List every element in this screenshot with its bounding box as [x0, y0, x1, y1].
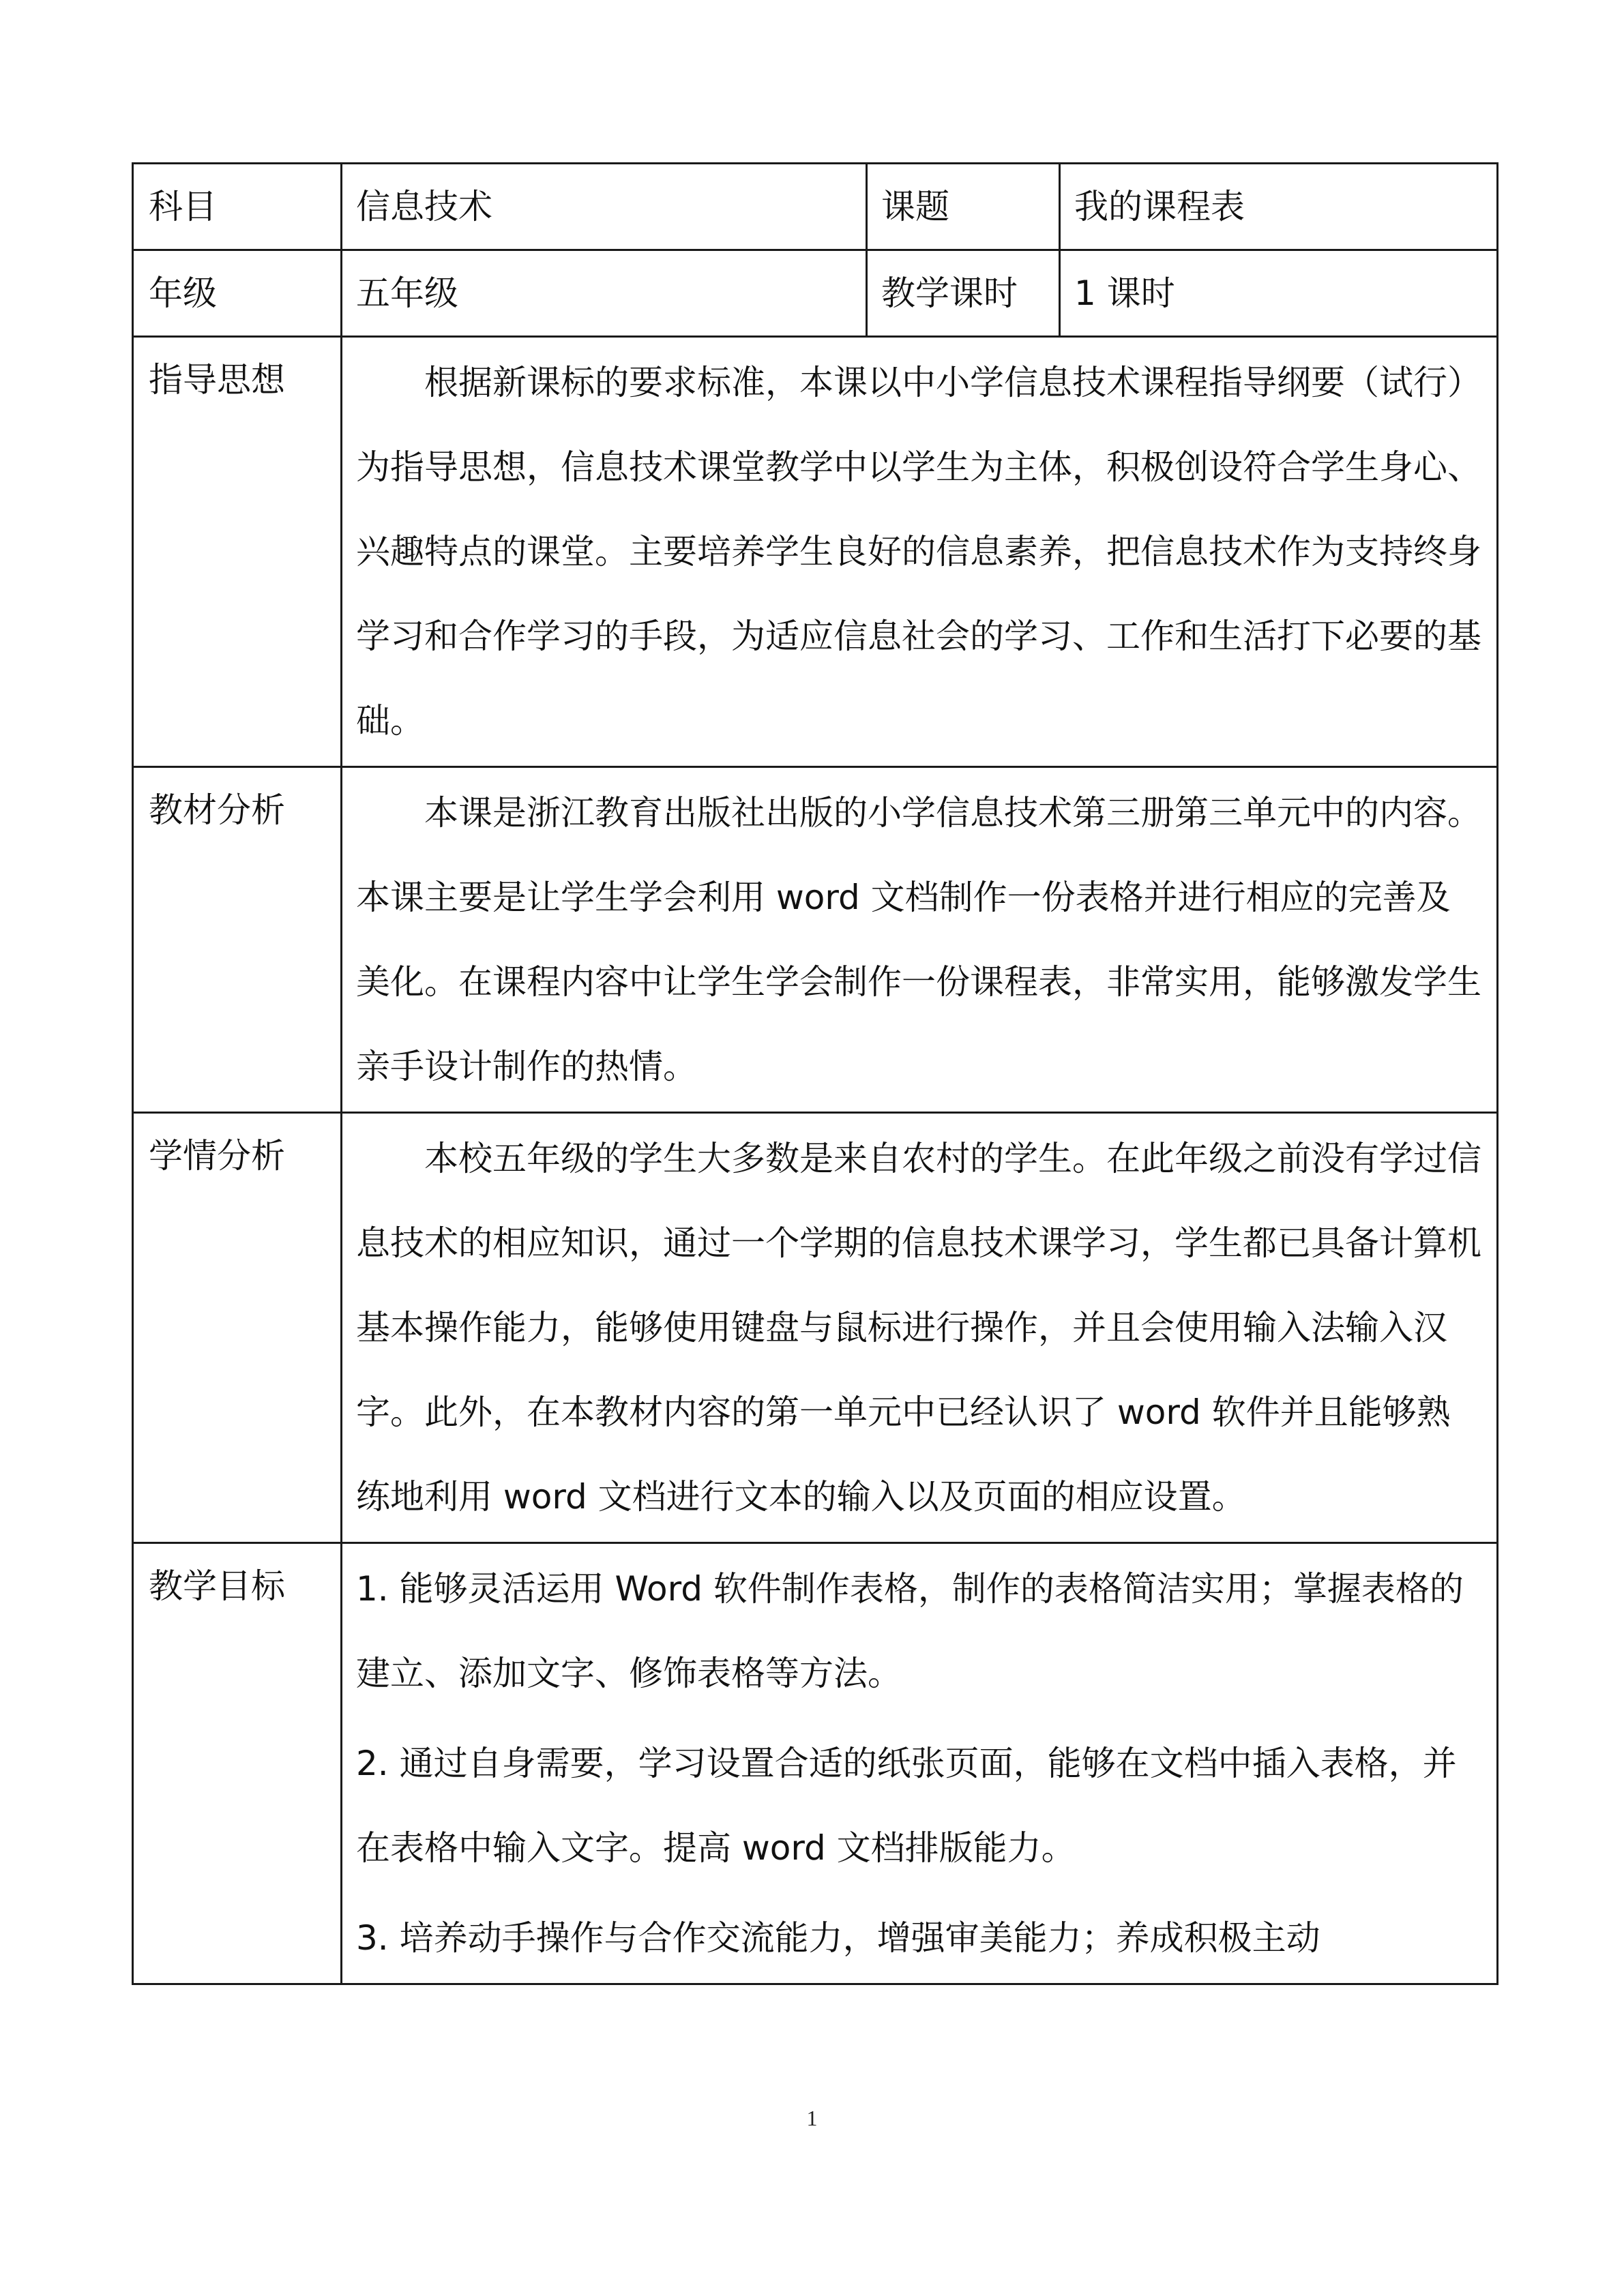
- teaching-goals-label: 教学目标: [133, 1543, 342, 1984]
- material-analysis-text: 本课是浙江教育出版社出版的小学信息技术第三册第三单元中的内容。本课主要是让学生学会利用 word 文档制作一份表格并进行相应的完善及美化。在课程内容中让学生学会制作一份课程表，非常实用，能够激发学生亲手设计制作的热情。: [356, 793, 1481, 1086]
- student-analysis-text: 本校五年级的学生大多数是来自农村的学生。在此年级之前没有学过信息技术的相应知识，通过一个学期的信息技术课学习，学生都已具备计算机基本操作能力，能够使用键盘与鼠标进行操作，并且会使用输入法输入汉字。此外，在本教材内容的第一单元中已经认识了 word 软件并且能够熟练地利用 word 文档进行文本的输入以及页面的相应设置。: [356, 1139, 1481, 1517]
- guiding-thought-label: 指导思想: [133, 337, 342, 767]
- student-analysis-label: 学情分析: [133, 1113, 342, 1543]
- page-number: 1: [806, 2106, 818, 2130]
- teaching-goal-item: 2. 通过自身需要，学习设置合适的纸张页面，能够在文档中插入表格，并在表格中输入文字。提高 word 文档排版能力。: [356, 1744, 1457, 1868]
- subject-value: 信息技术: [342, 164, 867, 250]
- teaching-goal-item: 1. 能够灵活运用 Word 软件制作表格，制作的表格简洁实用；掌握表格的建立、添加文字、修饰表格等方法。: [356, 1569, 1464, 1693]
- grade-label: 年级: [133, 250, 342, 337]
- teaching-goals-cell: [342, 1543, 1498, 1984]
- topic-label: 课题: [867, 164, 1060, 250]
- student-analysis-cell: [342, 1113, 1498, 1543]
- material-analysis-label: 教材分析: [133, 767, 342, 1113]
- table-row-teaching-goals: [133, 1543, 1498, 1984]
- guiding-thought-cell: [342, 337, 1498, 767]
- teaching-goal-item: 3. 培养动手操作与合作交流能力，增强审美能力；养成积极主动: [356, 1918, 1320, 1958]
- table-row-subject: [133, 164, 1498, 250]
- material-analysis-cell: [342, 767, 1498, 1113]
- class-hours-value: 1 课时: [1060, 250, 1498, 337]
- table-row-grade: [133, 250, 1498, 337]
- table-row-guiding-thought: [133, 337, 1498, 767]
- lesson-plan-table: [132, 162, 1498, 1985]
- class-hours-label: 教学课时: [867, 250, 1060, 337]
- grade-value: 五年级: [342, 250, 867, 337]
- subject-label: 科目: [133, 164, 342, 250]
- table-row-material-analysis: [133, 767, 1498, 1113]
- topic-value: 我的课程表: [1060, 164, 1498, 250]
- table-row-student-analysis: [133, 1113, 1498, 1543]
- guiding-thought-text: 根据新课标的要求标准，本课以中小学信息技术课程指导纲要（试行）为指导思想，信息技术课堂教学中以学生为主体，积极创设符合学生身心、兴趣特点的课堂。主要培养学生良好的信息素养，把信息技术作为支持终身学习和合作学习的手段，为适应信息社会的学习、工作和生活打下必要的基础。: [356, 363, 1481, 741]
